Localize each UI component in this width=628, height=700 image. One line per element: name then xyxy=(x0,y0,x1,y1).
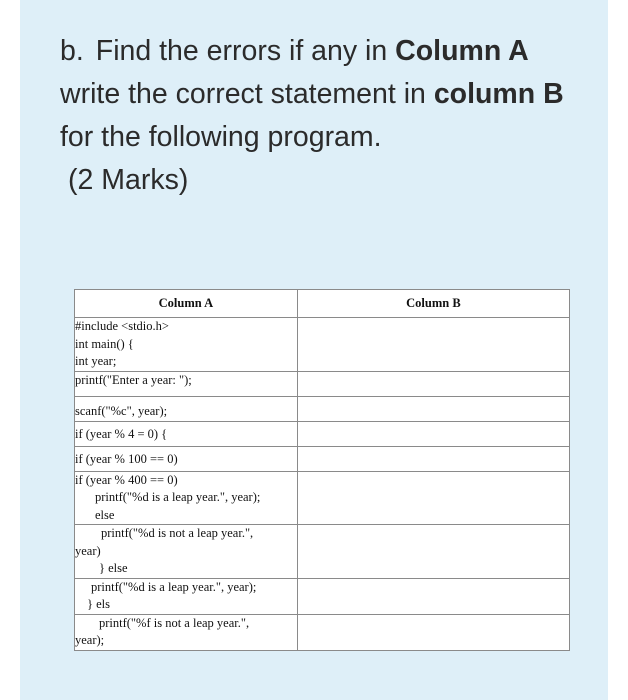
code-line: if (year % 4 = 0) { xyxy=(75,426,168,441)
column-a-cell xyxy=(75,578,298,614)
question-text-part-2: write the correct statement in xyxy=(60,78,434,110)
code-line: year); xyxy=(75,633,105,647)
code-line: printf("%d is a leap year.", year); xyxy=(95,490,261,504)
column-a-cell xyxy=(75,525,298,579)
column-b-cell[interactable] xyxy=(297,525,569,579)
column-a-cell xyxy=(75,471,298,525)
code-line: #include <stdio.h> xyxy=(75,319,169,333)
column-a-cell xyxy=(75,318,298,372)
question-number: b. xyxy=(60,35,84,67)
table-row xyxy=(75,471,570,525)
column-a-cell xyxy=(75,614,298,650)
question-text xyxy=(60,30,580,202)
code-line: scanf("%c", year); xyxy=(75,403,168,418)
code-line: if (year % 100 == 0) xyxy=(75,451,178,466)
column-b-cell[interactable] xyxy=(297,318,569,372)
table-row xyxy=(75,371,570,396)
code-line: int main() { xyxy=(75,336,134,351)
code-line: printf("%d is not a leap year.", xyxy=(101,526,254,540)
column-a-cell xyxy=(75,371,298,396)
code-line: printf("%d is a leap year.", year); xyxy=(91,579,257,594)
column-b-cell[interactable] xyxy=(297,614,569,650)
code-line: if (year % 400 == 0) xyxy=(75,472,178,487)
code-line: } else xyxy=(99,561,128,575)
table-row xyxy=(75,421,570,446)
column-b-cell[interactable] xyxy=(297,446,569,471)
column-a-cell xyxy=(75,446,298,471)
code-line: printf("%f is not a leap year.", xyxy=(99,615,250,630)
question-text-part-1: Find the errors if any in xyxy=(95,35,396,67)
column-b-cell[interactable] xyxy=(297,396,569,421)
page-background xyxy=(20,0,608,700)
table-row xyxy=(75,318,570,372)
errors-table xyxy=(74,289,570,651)
table-row xyxy=(75,525,570,579)
column-b-header: Column B xyxy=(297,290,569,318)
code-line: else xyxy=(95,507,115,522)
table-row xyxy=(75,578,570,614)
table-header-row xyxy=(75,290,570,318)
table-row xyxy=(75,614,570,650)
table-row xyxy=(75,446,570,471)
column-b-cell[interactable] xyxy=(297,471,569,525)
column-a-cell xyxy=(75,396,298,421)
question-text-part-3: for the following program. xyxy=(60,121,382,153)
code-line: printf("Enter a year: "); xyxy=(75,372,192,387)
code-line: } els xyxy=(87,597,111,611)
column-a-cell xyxy=(75,421,298,446)
question-bold-column-a: Column A xyxy=(395,35,529,67)
question-bold-column-b: column B xyxy=(433,78,564,110)
table-row xyxy=(75,396,570,421)
column-b-cell[interactable] xyxy=(297,578,569,614)
column-b-cell[interactable] xyxy=(297,421,569,446)
code-line: year) xyxy=(75,543,101,558)
column-b-cell[interactable] xyxy=(297,371,569,396)
code-line: int year; xyxy=(75,354,117,368)
column-a-header: Column A xyxy=(75,290,298,318)
question-marks: (2 Marks) xyxy=(68,164,189,196)
